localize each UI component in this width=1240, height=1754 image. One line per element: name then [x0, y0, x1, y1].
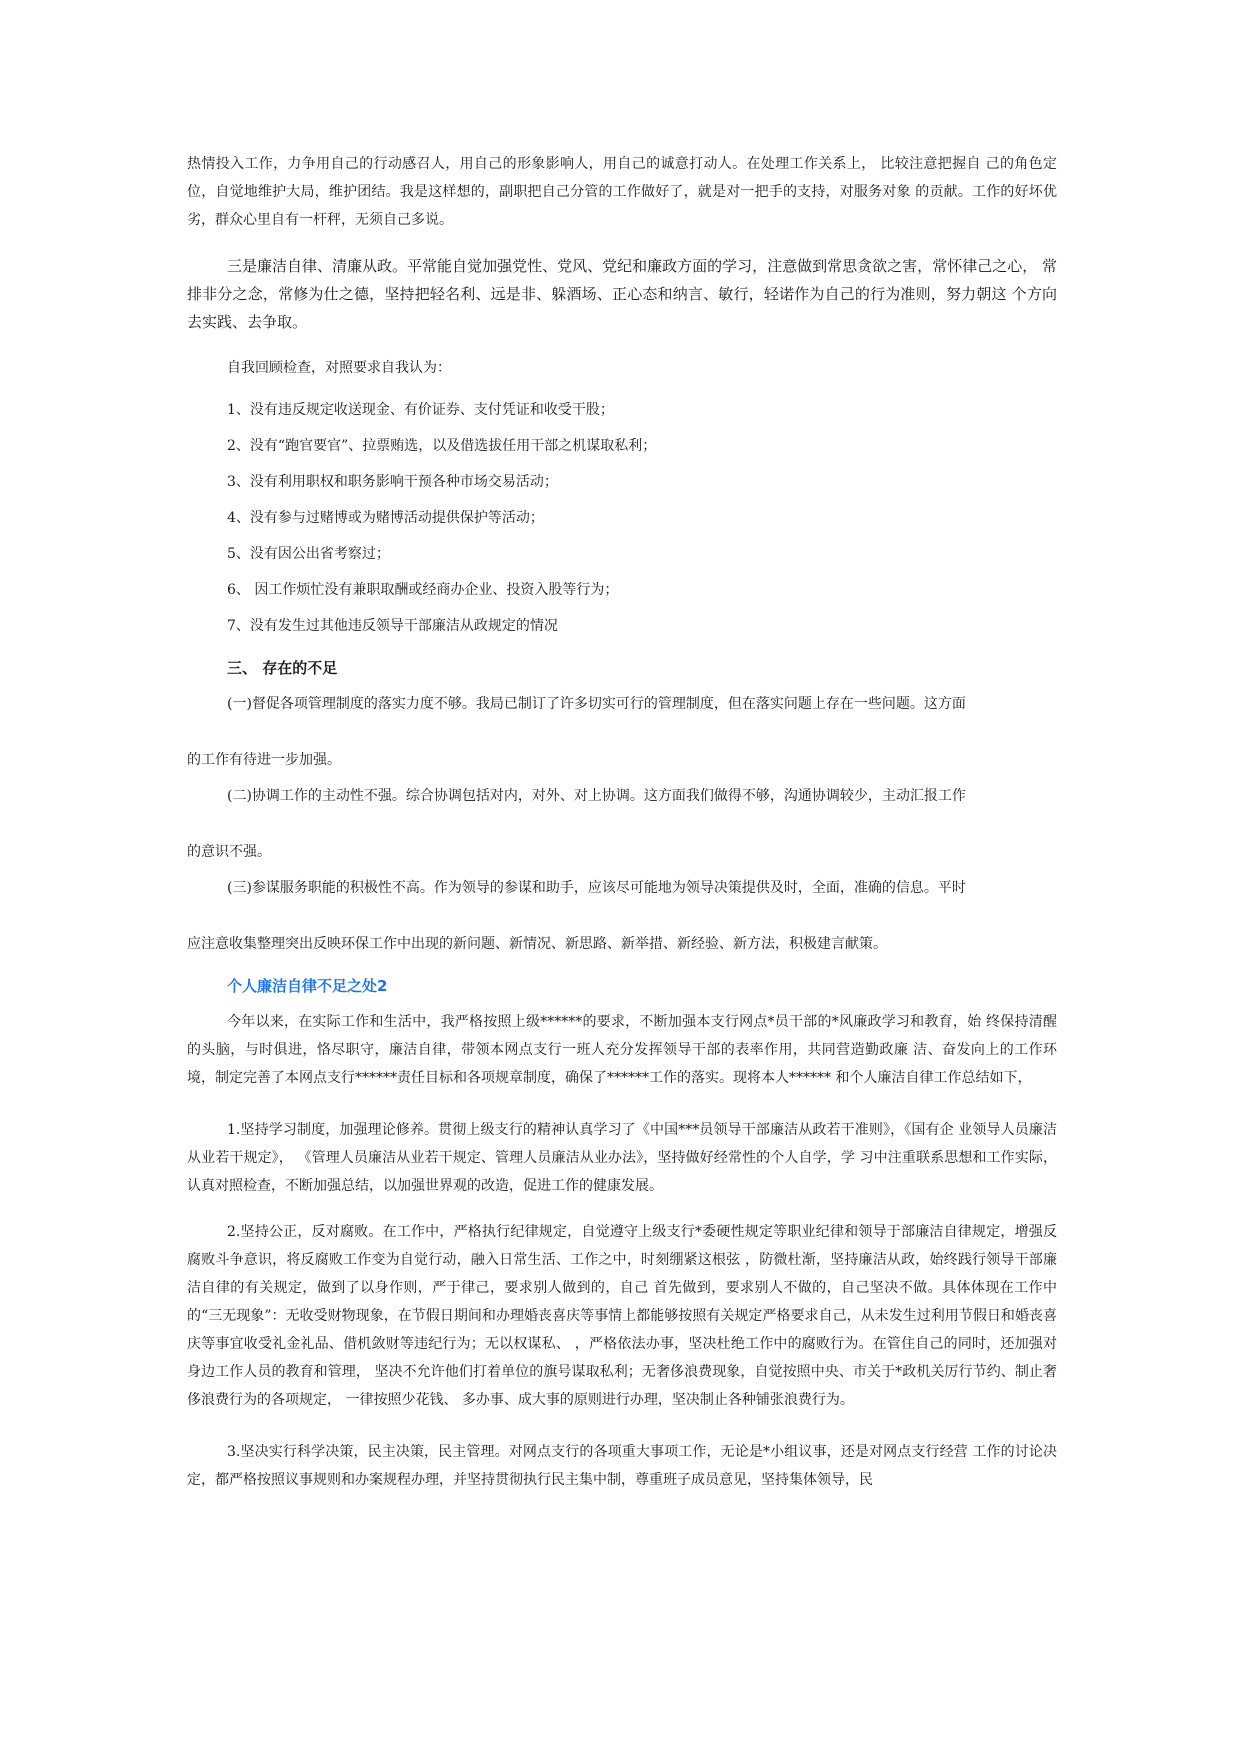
checklist-item: 4、没有参与过赌博或为赌博活动提供保护等活动； [227, 510, 544, 526]
paragraph-self-check: 自我回顾检查，对照要求自我认为： [227, 360, 451, 376]
checklist-item: 5、没有因公出省考察过； [227, 546, 390, 562]
shortcoming-1-continuation: 的工作有待进一步加强。 [187, 752, 341, 768]
checklist-item: 1、没有违反规定收送现金、有价证券、支付凭证和收受干股； [227, 402, 614, 418]
paragraph-item-1: 1.坚持学习制度，加强理论修养。贯彻上级支行的精神认真学习了《中国***员领导干部廉洁从政若干准则》，《国有企 业领导人员廉洁从业若干规定》， 《管理人员廉洁从业若干规定、管理人员廉洁从业办法》，坚持做好经常性的个人自学，学 习中注重联系思想和工作实际，认真对照检查，不断加强总结，以加强世界观的改造，促进工作的健康发展。 [187, 1122, 1057, 1194]
section-heading-shortcomings: 三、 存在的不足 [227, 659, 338, 677]
section-heading-part-2[interactable]: 个人廉洁自律不足之处2 [227, 977, 388, 995]
shortcoming-3-line: (三)参谋服务职能的积极性不高。作为领导的参谋和助手，应该尽可能地为领导决策提供及时，全面，准确的信息。平时 [227, 880, 966, 896]
paragraph-item-3: 3.坚决实行科学决策，民主决策，民主管理。对网点支行的各项重大事项工作，无论是*小组议事，还是对网点支行经营 工作的讨论决定，都严格按照议事规则和办案规程办理，并坚持贯彻执行民主集中制，尊重班子成员意见，坚持集体领导，民 [187, 1444, 1057, 1488]
checklist-item: 6、 因工作烦忙没有兼职取酬或经商办企业、投资入股等行为； [227, 582, 619, 598]
shortcoming-1-line: (一)督促各项管理制度的落实力度不够。我局已制订了许多切实可行的管理制度，但在落实问题上存在一些问题。这方面 [227, 696, 966, 712]
checklist-item: 2、没有“跑官要官”、拉票贿选，以及借选拔任用干部之机谋取私利； [227, 438, 657, 454]
checklist-item: 7、没有发生过其他违反领导干部廉洁从政规定的情况 [227, 618, 558, 634]
paragraph-intro: 热情投入工作，力争用自己的行动感召人，用自己的形象影响人，用自己的诚意打动人。在处理工作关系上， 比较注意把握自 己的角色定位，自觉地维护大局，维护团结。我是这样想的，副职把自己分管的工作做好了，就是对一把手的支持，对服务对象 的贡献。工作的好坏优劣，群众心里自有一杆秤，无须自己多说。 [187, 156, 1057, 228]
paragraph-year-summary: 今年以来，在实际工作和生活中，我严格按照上级******的要求，不断加强本支行网点*员干部的*风廉政学习和教育，始 终保持清醒的头脑，与时俱进，恪尽职守，廉洁自律，带领本网点支行一班人充分发挥领导干部的表率作用，共同营造勤政廉 洁、奋发向上的工作环境，制定完善了本网点支行******责任目标和各项规章制度，确保了******工作的落实。现将本人****** 和个人廉洁自律工作总结如下， [187, 1014, 1057, 1086]
shortcoming-2-continuation: 的意识不强。 [187, 844, 271, 860]
document-page [187, 150, 1057, 1494]
paragraph-integrity: 三是廉洁自律、清廉从政。平常能自觉加强党性、党风、党纪和廉政方面的学习，注意做到常思贪欲之害，常怀律己之心， 常排非分之念，常修为仕之德，坚持把轻名利、远是非、躲酒场、正心态和纳言、敏行，轻诺作为自己的行为准则，努力朝这 个方向去实践、去争取。 [187, 257, 1057, 331]
paragraph-item-2: 2.坚持公正，反对腐败。在工作中，严格执行纪律规定，自觉遵守上级支行*委硬性规定等职业纪律和领导于部廉洁自律规定，增强反腐败斗争意识，将反腐败工作变为自觉行动，融入日常生活、工作之中，时刻绷紧这根弦 ，防微杜渐，坚持廉洁从政，始终践行领导干部廉洁自律的有关规定，做到了以身作则，严于律己，要求别人做到的，自己 首先做到，要求别人不做的，自己坚决不做。具体体现在工作中的“三无现象”：无收受财物现象，在节假日期间和办理婚丧喜庆等事情上都能够按照有关规定严格要求自己，从未发生过利用节假日和婚丧喜庆等事宜收受礼金礼品、借机敛财等违纪行为；无以权谋私、 ，严格依法办事，坚决杜绝工作中的腐败行为。在管住自己的同时，还加强对身边工作人员的教育和管理， 坚决不允许他们打着单位的旗号谋取私利；无奢侈浪费现象，自觉按照中央、市关于*政机关厉行节约、制止奢侈浪费行为的各项规定， 一律按照少花钱、 多办事、成大事的原则进行办理，坚决制止各种铺张浪费行为。 [187, 1224, 1057, 1408]
checklist-item: 3、没有利用职权和职务影响干预各种市场交易活动； [227, 474, 558, 490]
shortcoming-3-continuation: 应注意收集整理突出反映环保工作中出现的新问题、新情况、新思路、新举措、新经验、新方法，积极建言献策。 [187, 936, 887, 952]
shortcoming-2-line: (二)协调工作的主动性不强。综合协调包括对内，对外、对上协调。这方面我们做得不够，沟通协调较少，主动汇报工作 [227, 788, 966, 804]
